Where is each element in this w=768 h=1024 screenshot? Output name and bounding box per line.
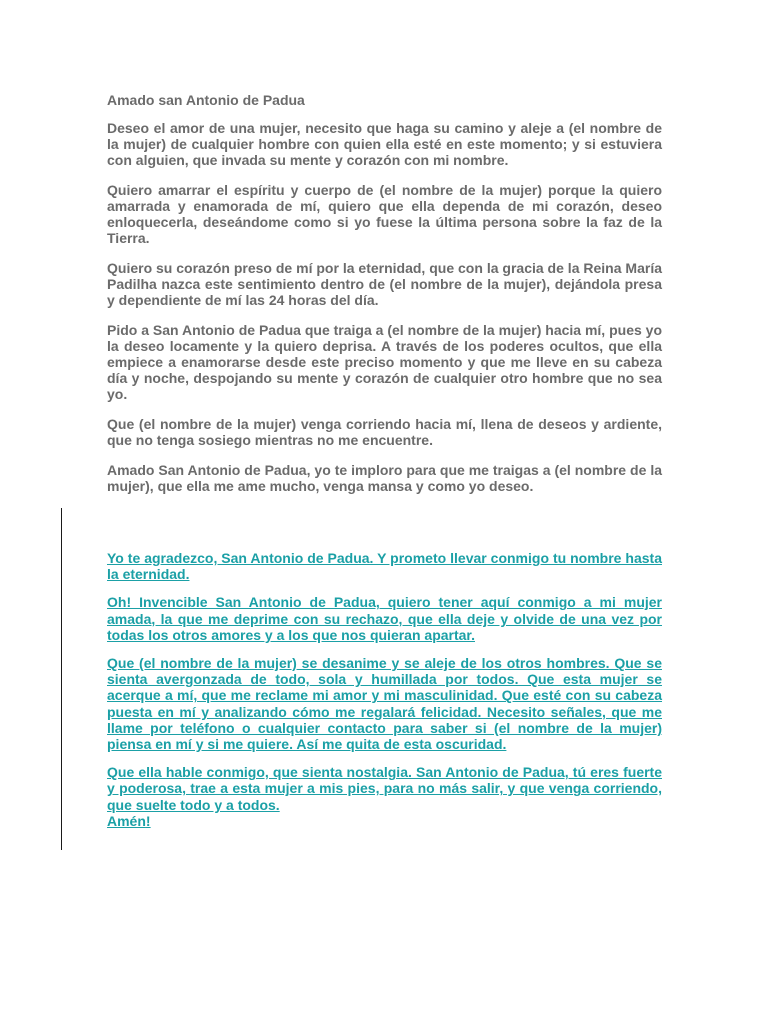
paragraph: Amado San Antonio de Padua, yo te imploro para que me traigas a (el nombre de la mujer), que ella me ame mucho, venga mansa y como yo deseo.: [107, 462, 662, 494]
closing-line: [107, 813, 662, 829]
link-paragraph[interactable]: Que ella hable conmigo, que sienta nostalgia. San Antonio de Padua, tú eres fuerte y poderosa, trae a esta mujer a mis pies, para no más salir, y que venga corriendo, que suelte todo y a todos.: [107, 764, 662, 813]
link-paragraph[interactable]: Oh! Invencible San Antonio de Padua, quiero tener aquí conmigo a mi mujer amada, la que me deprime con su rechazo, que ella deje y olvide de una vez por todas los otros amores y a los que nos quieran apartar.: [107, 594, 662, 643]
paragraph: Quiero su corazón preso de mí por la eternidad, que con la gracia de la Reina María Padilha nazca este sentimiento dentro de (el nombre de la mujer), dejándola presa y dependiente de mí las 24 horas del día.: [107, 260, 662, 308]
paragraph: Que (el nombre de la mujer) venga corriendo hacia mí, llena de deseos y ardiente, que no tenga sosiego mientras no me encuentre.: [107, 416, 662, 448]
paragraph: Pido a San Antonio de Padua que traiga a (el nombre de la mujer) hacia mí, pues yo la deseo locamente y la quiero deprisa. A través de los poderes ocultos, que ella empiece a enamorarse desde este preciso momento y que me lleve en su cabeza día y noche, despojando su mente y corazón de cualquier otro hombre que no sea yo.: [107, 322, 662, 402]
paragraph: Deseo el amor de una mujer, necesito que haga su camino y aleje a (el nombre de la mujer) de cualquier hombre con quien ella esté en este momento; y si estuviera con alguien, que invada su mente y corazón con mi nombre.: [107, 120, 662, 168]
prayer-body-gray: [107, 120, 662, 508]
prayer-body-teal: [107, 550, 662, 841]
document-title: Amado san Antonio de Padua: [107, 92, 305, 108]
paragraph: Quiero amarrar el espíritu y cuerpo de (el nombre de la mujer) porque la quiero amarrada y enamorada de mí, quiero que ella dependa de mi corazón, deseo enloquecerla, deseándome como si yo fuese la última persona sobre la faz de la Tierra.: [107, 182, 662, 246]
closing-mark[interactable]: !: [145, 812, 151, 829]
link-paragraph[interactable]: Yo te agradezco, San Antonio de Padua. Y prometo llevar conmigo tu nombre hasta la eternidad.: [107, 550, 662, 583]
link-paragraph[interactable]: Que (el nombre de la mujer) se desanime y se aleje de los otros hombres. Que se sienta avergonzada de todo, sola y humillada por todos. Que esta mujer se acerque a mí, que me reclame mi amor y mi masculinidad. Que esté con su cabeza puesta en mí y analizando cómo me regalará felicidad. Necesito señales, que me llame por teléfono o cualquier contacto para saber si (el nombre de la mujer) piensa en mí y si me quiere. Así me quita de esta oscuridad.: [107, 655, 662, 753]
closing-word: Amén: [107, 812, 146, 829]
change-bar: [61, 508, 62, 850]
